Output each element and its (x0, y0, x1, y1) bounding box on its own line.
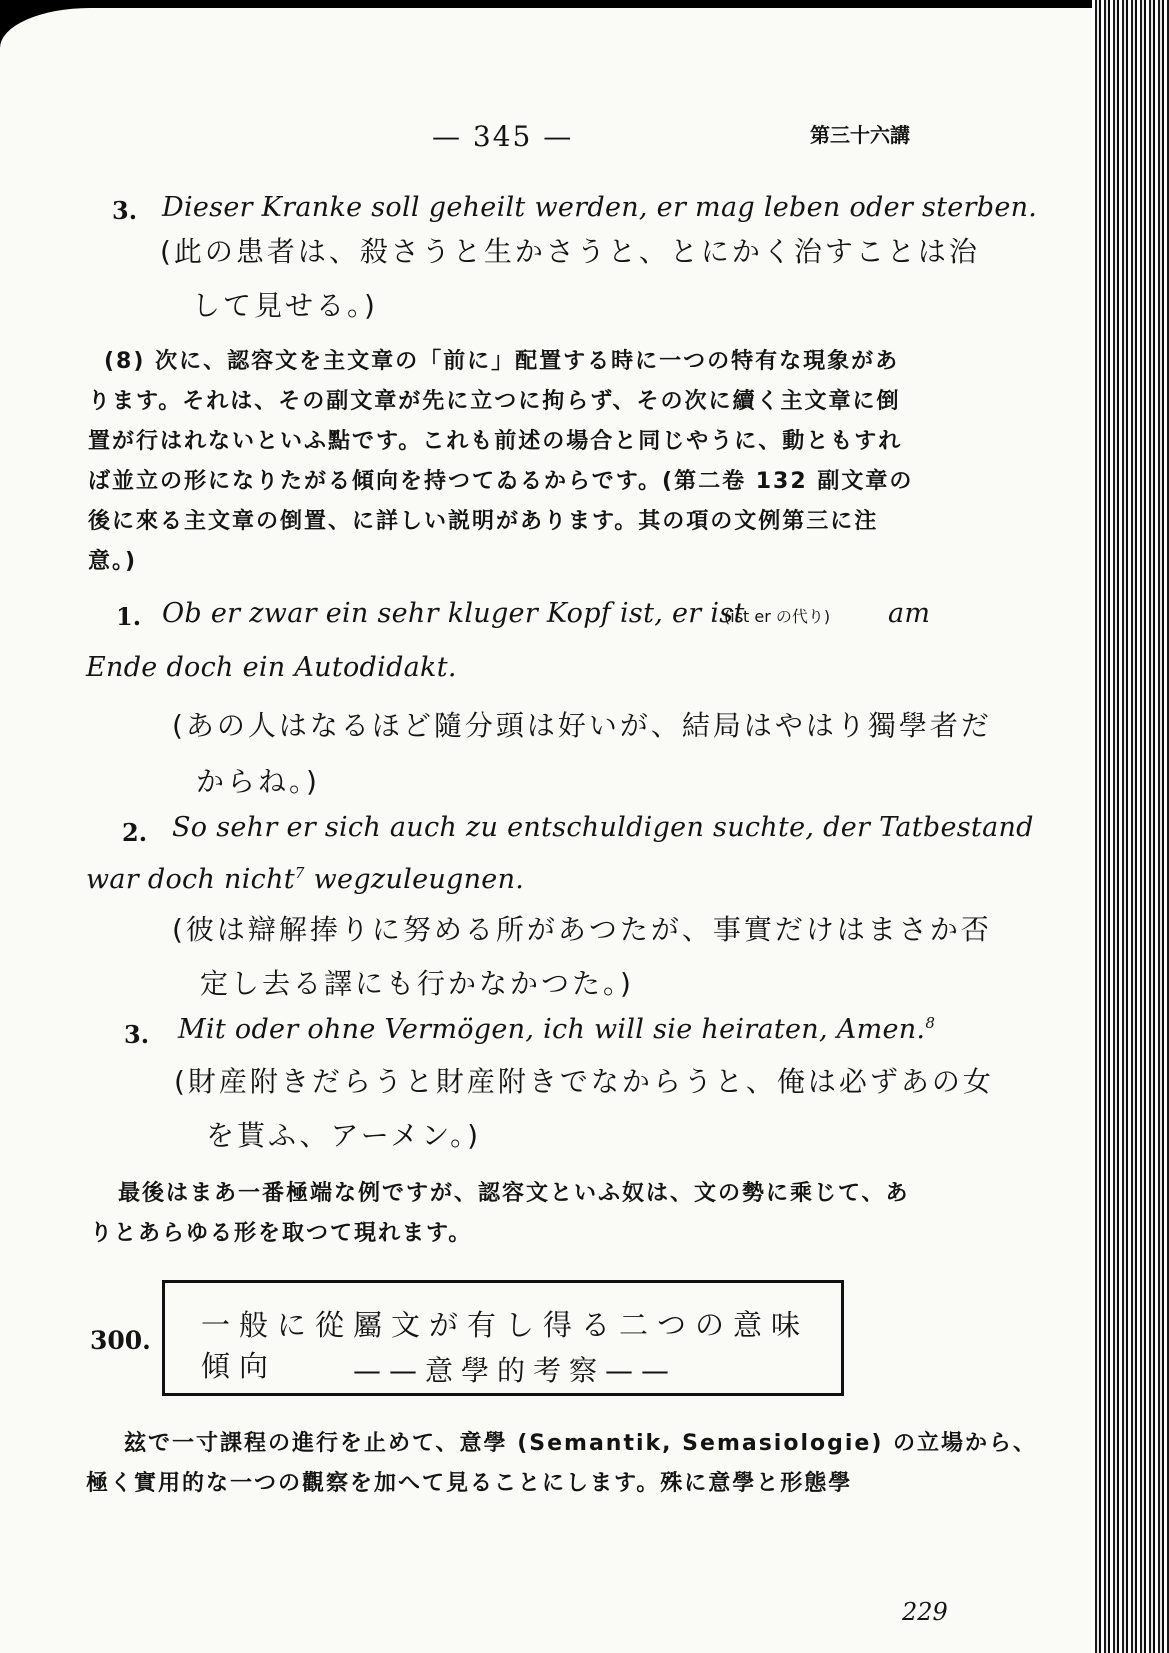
paragraph-line: (8) 次に、認容文を主文章の「前に」配置する時に一つの特有な現象があ (104, 349, 900, 374)
chapter-label: 第三十六講 (810, 123, 910, 147)
german-sentence: Ende doch ein Autodidakt. (86, 652, 457, 683)
example-number: 3. (124, 1020, 150, 1049)
section-subtitle: ——意學的考察—— (353, 1354, 678, 1387)
german-sentence: So sehr er sich auch zu entschuldigen suchte, der Tatbestand (172, 812, 1034, 843)
japanese-translation: (あの人はなるほど隨分頭は好いが、結局はやはり獨學者だ (172, 709, 992, 742)
german-sentence: Dieser Kranke soll geheilt werden, er mag leben oder sterben. (162, 192, 1038, 223)
german-sentence: am (888, 598, 931, 629)
example-number: 3. (112, 196, 138, 225)
section-title: 一般に從屬文が有し得る二つの意味傾向 (201, 1308, 810, 1383)
folio-number: 229 (902, 1598, 948, 1626)
japanese-translation: からね。) (196, 765, 320, 798)
german-sentence: Mit oder ohne Vermögen, ich will sie heiraten, Amen.$^8$ (178, 1014, 936, 1045)
japanese-translation: して見せる。) (192, 289, 378, 322)
german-sentence: war doch nicht$^7$ wegzuleugnen. (86, 864, 525, 895)
inline-note: (ist er の代り) (724, 607, 831, 626)
paragraph-line: ば並立の形になりたがる傾向を持つてゐるからです。(第二卷 132 副文章の (88, 469, 914, 494)
paragraph-line: ります。それは、その副文章が先に立つに拘らず、その次に續く主文章に倒 (88, 389, 901, 414)
paragraph-line: 玆で一寸課程の進行を止めて、意學 (Semantik, Semasiologie) の立場から、 (124, 1431, 1038, 1456)
paragraph-line: 置が行はれないといふ點です。これも前述の場合と同じやうに、動ともすれ (88, 429, 903, 454)
japanese-translation: (此の患者は、殺さうと生かさうと、とにかく治すことは治 (160, 235, 980, 268)
german-sentence: Ob er zwar ein sehr kluger Kopf ist, er ist (162, 598, 745, 629)
paragraph-line: りとあらゆる形を取つて現れます。 (90, 1221, 473, 1246)
paragraph-line: 最後はまあ一番極端な例ですが、認容文といふ奴は、文の勢に乘じて、あ (118, 1181, 910, 1206)
page-number: — 345 — (432, 120, 574, 153)
japanese-translation: (財産附きだらうと財産附きでなからうと、俺は必ずあの女 (174, 1065, 994, 1098)
book-page (0, 8, 1092, 1653)
section-heading-box (162, 1280, 844, 1396)
paragraph-line: 極く實用的な一つの觀察を加へて見ることにします。殊に意學と形態學 (86, 1471, 853, 1496)
japanese-translation: 定し去る譯にも行かなかつた。) (200, 967, 634, 1000)
example-number: 2. (122, 818, 148, 847)
japanese-translation: (彼は辯解捧りに努める所があつたが、事實だけはまさか否 (172, 913, 992, 946)
paragraph-line: 後に來る主文章の倒置、に詳しい説明があります。其の項の文例第三に注 (88, 509, 879, 534)
paragraph-line: 意。) (88, 549, 138, 574)
book-page-edges (1092, 0, 1169, 1653)
japanese-translation: を貰ふ、アーメン。) (206, 1119, 482, 1152)
section-number: 300. (90, 1326, 151, 1355)
example-number: 1. (116, 602, 142, 631)
